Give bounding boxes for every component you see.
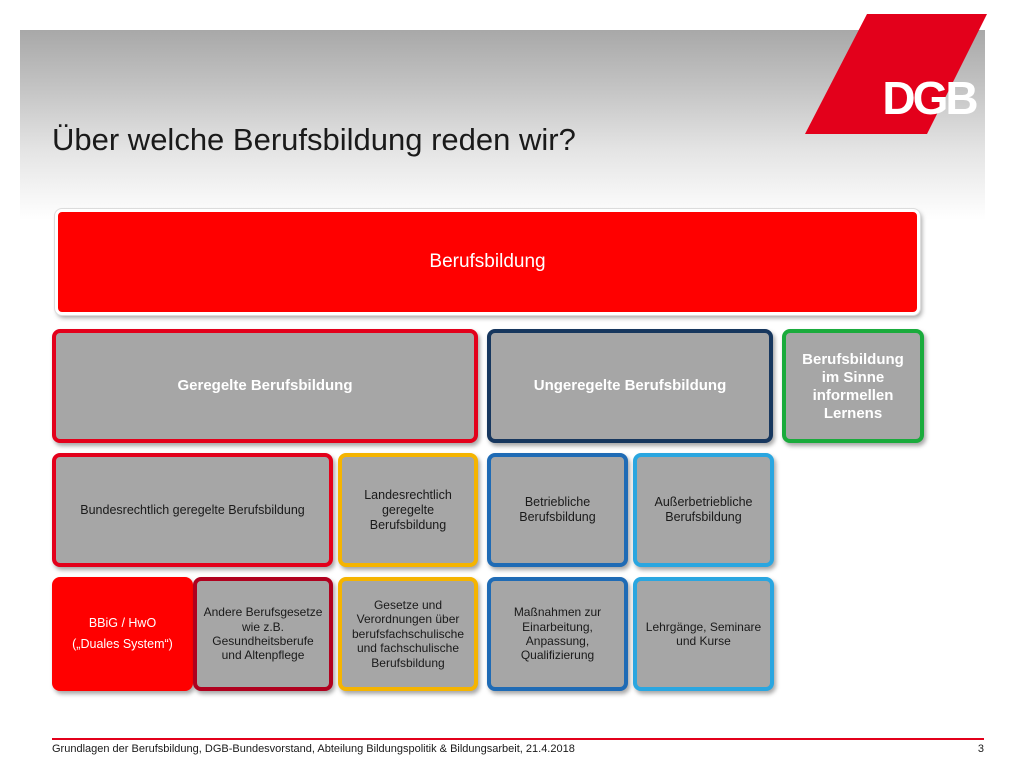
- box-gesetze-verordnungen: Gesetze und Verordnungen über berufsfachschulische und fachschulische Berufsbildung: [338, 577, 478, 691]
- dgb-logo: [805, 14, 987, 134]
- box-landesrechtlich: Landesrechtlich geregelte Berufsbildung: [338, 453, 478, 567]
- box-andere-berufsgesetze: Andere Berufsgesetze wie z.B. Gesundheitsberufe und Altenpflege: [193, 577, 333, 691]
- bbig-label: BBiG / HwO: [88, 616, 157, 630]
- box-betriebliche: Betriebliche Berufsbildung: [487, 453, 628, 567]
- box-massnahmen: Maßnahmen zur Einarbeitung, Anpassung, Qualifizierung: [487, 577, 628, 691]
- root-box-berufsbildung: Berufsbildung: [55, 209, 920, 315]
- dgb-logo-text: DGB: [882, 72, 976, 124]
- duales-system-label: („Duales System“): [72, 637, 173, 651]
- box-geregelte-berufsbildung: Geregelte Berufsbildung: [52, 329, 478, 443]
- page-number: 3: [977, 743, 984, 755]
- box-ausserbetriebliche: Außerbetriebliche Berufsbildung: [633, 453, 774, 567]
- box-informelles-lernen: Berufsbildung im Sinne informellen Lernens: [782, 329, 924, 443]
- box-bbig-hwo: [52, 577, 193, 691]
- box-lehrgaenge: Lehrgänge, Seminare und Kurse: [633, 577, 774, 691]
- footer-divider: [52, 738, 984, 740]
- box-ungeregelte-berufsbildung: Ungeregelte Berufsbildung: [487, 329, 773, 443]
- footer-text: Grundlagen der Berufsbildung, DGB-Bundesvorstand, Abteilung Bildungspolitik & Bildungsarbeit, 21.4.2018: [52, 743, 575, 755]
- slide-title: Über welche Berufsbildung reden wir?: [52, 122, 576, 157]
- box-bundesrechtlich: Bundesrechtlich geregelte Berufsbildung: [52, 453, 333, 567]
